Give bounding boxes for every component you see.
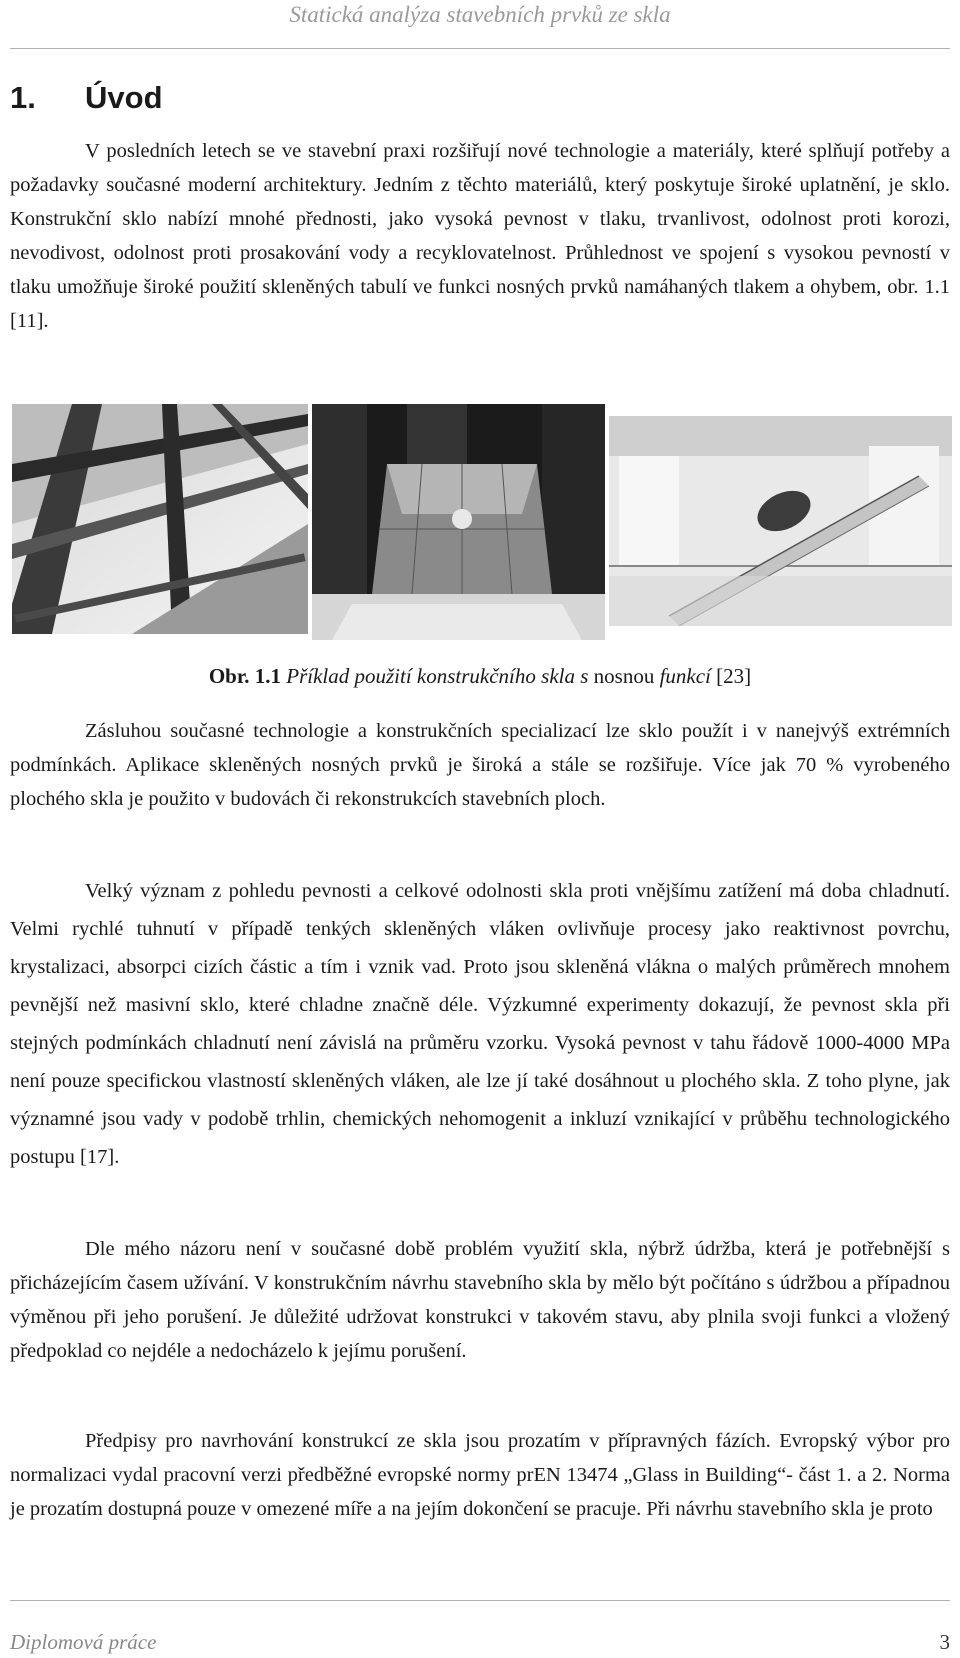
photo-glass-staircase <box>609 416 952 626</box>
header-rule <box>10 48 950 49</box>
photo-glass-cube <box>312 404 605 640</box>
chapter-title <box>10 80 163 116</box>
footer-rule <box>10 1600 950 1601</box>
figure-caption <box>0 664 960 689</box>
paragraph-cooling: Velký význam z pohledu pevnosti a celkové odolnosti skla proti vnějšímu zatížení má doba chladnutí. Velmi rychlé tuhnutí v případě tenkých skleněných vláken ovlivňuje procesy jako reaktivnost povrchu, krystalizaci, absorpci cizích částic a tím i vznik vad. Proto jsou skleněná vlákna o malých průměrech mnohem pevnější než masivní sklo, které chladne značně déle. Výzkumné experimenty dokazují, že pevnost skla při stejných podmínkách chladnutí není závislá na průměru vzorku. Vysoká pevnost v tahu řádově 1000-4000 MPa není pouze specifickou vlastností skleněných vláken, ale lze jí také dosáhnout u plochého skla. Z toho plyne, jak významné jsou vady v podobě trhlin, chemických nehomogenit a inkluzí vznikající v průběhu technologického postupu [17]. <box>10 880 950 1168</box>
paragraph-technology: Zásluhou současné technologie a konstrukčních specializací lze sklo použít i v nanejvýš extrémních podmínkách. Aplikace skleněných nosných prvků je široká a stále se rozšiřuje. Více jak 70 % vyrobeného plochého skla je použito v budovách či rekonstrukcích stavebních ploch. <box>10 720 950 810</box>
paragraph-intro: V posledních letech se ve stavební praxi rozšiřují nové technologie a materiály, které splňují potřeby a požadavky současné moderní architektury. Jedním z těchto materiálů, který poskytuje široké uplatnění, je sklo. Konstrukční sklo nabízí mnohé přednosti, jako vysoká pevnost v tlaku, trvanlivost, odolnost proti korozi, nevodivost, odolnost proti prosakování vody a recyklovatelnost. Průhlednost ve spojení s vysokou pevností v tlaku umožňuje široké použití skleněných tabulí ve funkci nosných prvků namáhaných tlakem a ohybem, obr. 1.1 [11]. <box>10 140 950 332</box>
chapter-number: 1. <box>10 80 36 115</box>
photo-glass-roof <box>12 404 308 634</box>
footer-thesis-label: Diplomová práce <box>10 1630 157 1654</box>
paragraph-standards: Předpisy pro navrhování konstrukcí ze skla jsou prozatím v přípravných fázích. Evropský výbor pro normalizaci vydal pracovní verzi předběžné evropské normy prEN 13474 „Glass in Building“- část 1. a 2. Norma je prozatím dostupná pouze v omezené míře a na jejím dokončení se pracuje. Při návrhu stavebního skla je proto <box>10 1430 950 1520</box>
paragraph-maintenance: Dle mého názoru není v současné době problém využití skla, nýbrž údržba, která je potřebnější s přicházejícím časem užívání. V konstrukčním návrhu stavebního skla by mělo být počítáno s údržbou a případnou výměnou při jeho porušení. Je důležité udržovat konstrukci v takovém stavu, aby plnila svoji funkci a vložený předpoklad co nejdéle a nedocházelo k jejímu porušení. <box>10 1238 950 1362</box>
caption-italic-2: funkcí <box>659 664 711 688</box>
caption-reference: [23] <box>716 664 752 688</box>
page-number: 3 <box>939 1630 950 1654</box>
caption-normal: nosnou <box>593 664 655 688</box>
figure-photos <box>12 404 952 640</box>
caption-italic: Příklad použití konstrukčního skla s <box>286 664 589 688</box>
figure-label: Obr. 1.1 <box>208 664 281 688</box>
chapter-name: Úvod <box>85 80 163 115</box>
running-header: Statická analýza stavebních prvků ze skla <box>289 2 671 27</box>
